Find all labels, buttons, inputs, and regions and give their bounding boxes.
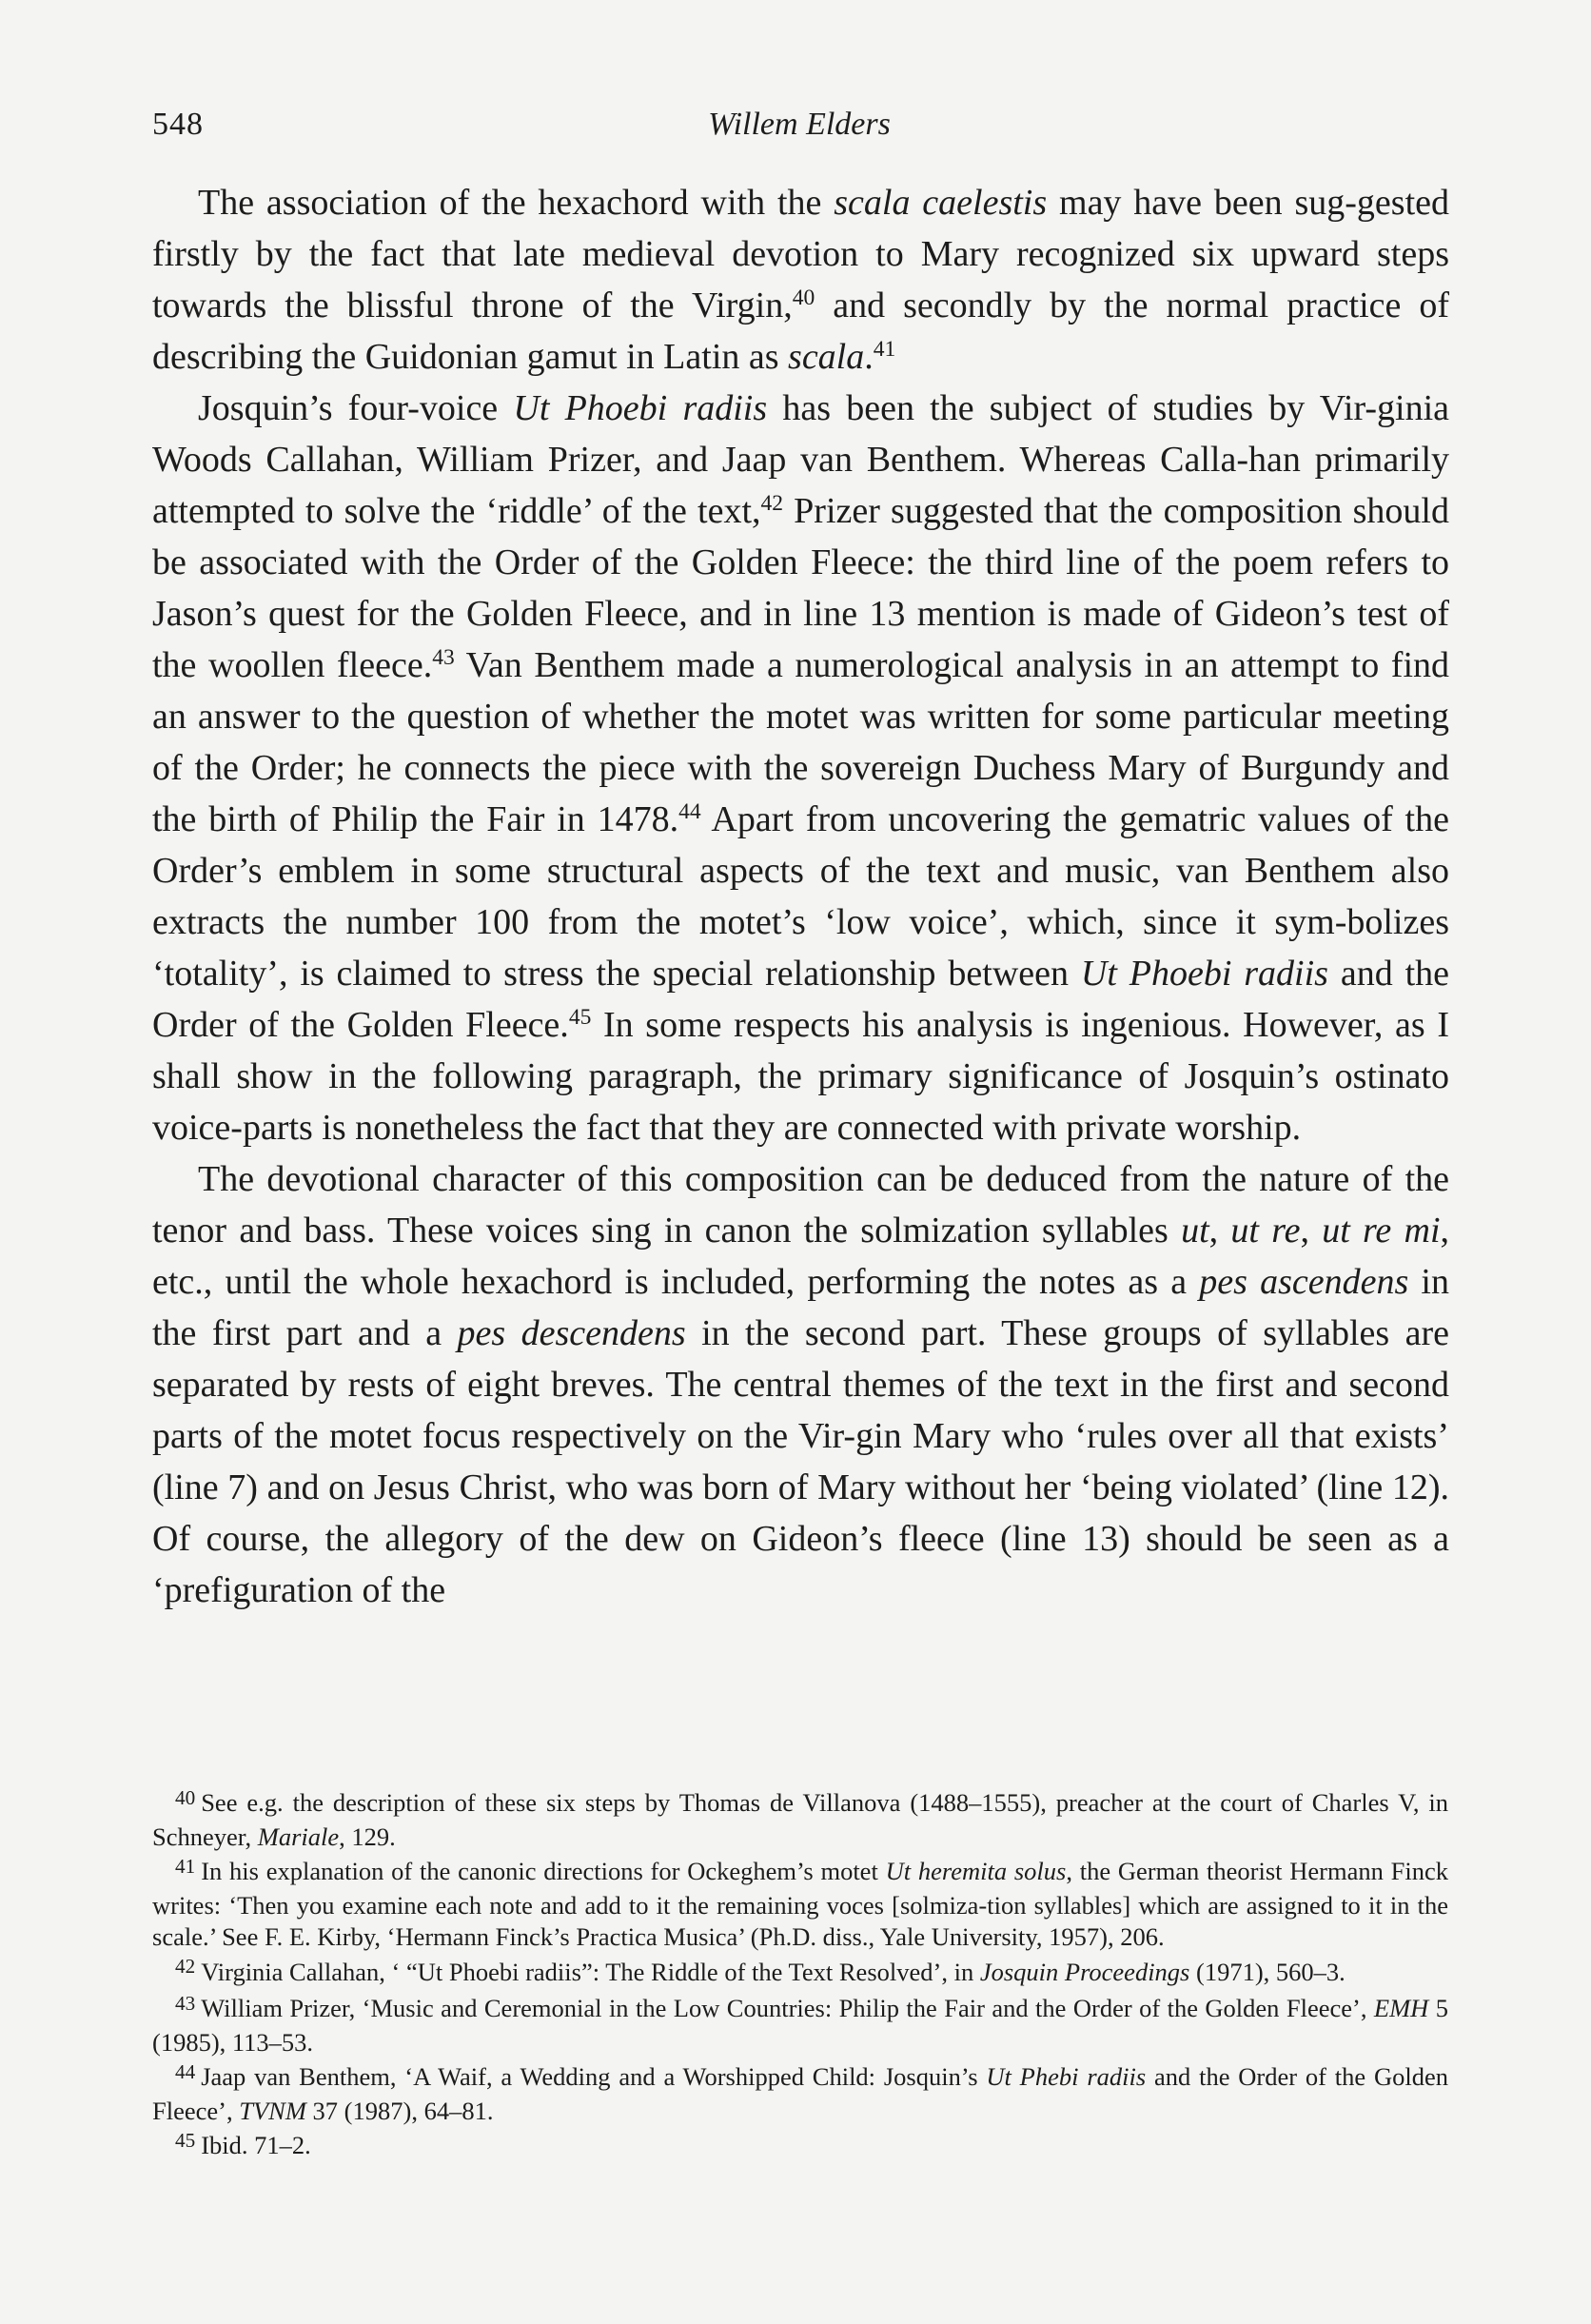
footnote-41 xyxy=(152,1856,1448,1954)
text-run: In his explanation of the canonic directions for Ockeghem’s motet xyxy=(201,1857,886,1885)
italic-term: scala caelestis xyxy=(834,183,1048,223)
italic-title: TVNM xyxy=(239,2096,306,2125)
footnote-ref: 40 xyxy=(792,286,815,311)
text-run: , 129. xyxy=(339,1822,396,1851)
footnote-ref: 43 xyxy=(432,645,455,671)
page-number: 548 xyxy=(152,107,204,142)
text-run: Ibid. 71–2. xyxy=(201,2131,311,2159)
page-header xyxy=(152,107,1446,154)
italic-term: ut xyxy=(1181,1211,1209,1251)
body-text xyxy=(152,177,1449,1616)
text-run: , xyxy=(1208,1211,1231,1251)
footnotes xyxy=(152,1787,1448,2164)
text-run: (1971), 560–3. xyxy=(1189,1957,1345,1986)
text-run: Josquin’s four-voice xyxy=(198,388,514,428)
text-run: , xyxy=(1300,1211,1323,1251)
italic-term: pes descendens xyxy=(457,1313,686,1353)
text-run: 37 (1987), 64–81. xyxy=(305,2096,494,2125)
text-run: in the second part. These groups of syllables are separated by rests of eight breves. The central themes of the text in the first and second parts of the motet focus respectively on the Vir-gin Mary who ‘rules over all that exists’ (line 7) and on Jesus Christ, who was born of Mary without her ‘being violated’ (line 12). Of course, the allegory of the dew on Gideon’s fleece (line 13) should be seen as a ‘prefiguration of the xyxy=(152,1313,1449,1610)
text-run: may have been sug-gested firstly by the fact that late medieval devotion to Mary recognized six upward steps towards the blissful throne of the Virgin, xyxy=(152,183,1449,325)
footnote-number: 40 xyxy=(175,1785,196,1809)
italic-term: ut re mi xyxy=(1322,1211,1441,1251)
footnote-ref: 44 xyxy=(678,799,701,825)
text-run: has been the subject of studies by Vir-ginia Woods Callahan, William Prizer, and Jaap van Benthem. Whereas Calla-han primarily attempted to solve the ‘riddle’ of the text, xyxy=(152,388,1450,531)
footnote-number: 42 xyxy=(175,1955,196,1979)
text-run: Virginia Callahan, ‘ “Ut Phoebi radiis”: The Riddle of the Text Resolved’, in xyxy=(201,1957,980,1986)
footnote-43 xyxy=(152,1993,1448,2058)
italic-title: Ut Phoebi radiis xyxy=(1080,954,1328,994)
italic-title: Ut heremita solus xyxy=(885,1857,1067,1885)
text-run: Jaap van Benthem, ‘A Waif, a Wedding and a Worshipped Child: Josquin’s xyxy=(201,2062,987,2091)
running-head: Willem Elders xyxy=(708,107,891,142)
italic-title: Ut Phoebi radiis xyxy=(513,388,768,428)
text-run: See e.g. the description of these six steps by Thomas de Villanova (1488–1555), preacher at the court of Charles V, in Schneyer, xyxy=(152,1788,1448,1851)
text-run: Van Benthem made a numerological analysis in an attempt to find an answer to the question of whether the motet was written for some particular meeting of the Order; he connects the piece with the sovereign Duchess Mary of Burgundy and the birth of Philip the Fair in 1478. xyxy=(152,645,1449,839)
text-run: and secondly by the normal practice of describing the Guidonian gamut in Latin as xyxy=(152,286,1449,377)
paragraph-1 xyxy=(152,177,1449,383)
paragraph-3 xyxy=(152,1153,1449,1616)
italic-title: EMH xyxy=(1373,1994,1429,2022)
footnote-number: 41 xyxy=(175,1854,196,1878)
footnote-number: 45 xyxy=(175,2128,196,2152)
text-run: The devotional character of this composition can be deduced from the nature of the tenor and bass. These voices sing in canon the solmization syllables xyxy=(152,1159,1449,1251)
text-run: The association of the hexachord with the xyxy=(198,183,835,223)
italic-term: ut re xyxy=(1230,1211,1301,1251)
footnote-number: 44 xyxy=(175,2059,196,2083)
footnote-ref: 45 xyxy=(568,1005,592,1031)
footnote-45 xyxy=(152,2130,1448,2164)
text-run: in the first part and a xyxy=(152,1262,1449,1353)
text-run: . xyxy=(864,337,874,377)
text-run: and the Order of the Golden Fleece’, xyxy=(152,2062,1448,2125)
text-run: and the Order of the Golden Fleece. xyxy=(152,954,1449,1045)
italic-title: Josquin Proceedings xyxy=(979,1957,1190,1986)
footnote-ref: 42 xyxy=(760,491,784,517)
footnote-number: 43 xyxy=(175,1991,196,2015)
text-run: William Prizer, ‘Music and Ceremonial in the Low Countries: Philip the Fair and the Order of the Golden Fleece’, xyxy=(201,1994,1374,2022)
text-run: , the German theorist Hermann Finck writes: ‘Then you examine each note and add to it the remaining voces [solmiza-tion syllables] which are assigned to it in the scale.’ See F. E. Kirby, ‘Hermann Finck’s Practica Musica’ (Ph.D. diss., Yale University, 1957), 206. xyxy=(152,1857,1448,1951)
text-run: , etc., until the whole hexachord is included, performing the notes as a xyxy=(152,1211,1449,1302)
text-run: Apart from uncovering the gematric values of the Order’s emblem in some structural aspects of the text and music, van Benthem also extracts the number 100 from the motet’s ‘low voice’, which, since it sym-bolizes ‘totality’, is claimed to stress the special relationship between xyxy=(152,799,1449,994)
italic-title: Ut Phebi radiis xyxy=(986,2062,1147,2091)
text-run: Prizer suggested that the composition should be associated with the Order of the Golden Fleece: the third line of the poem refers to Jason’s quest for the Golden Fleece, and in line 13 mention is made of Gideon’s test of the woollen fleece. xyxy=(152,491,1449,685)
italic-term: scala xyxy=(788,337,865,377)
paragraph-2 xyxy=(152,383,1449,1153)
footnote-40 xyxy=(152,1787,1448,1853)
footnote-44 xyxy=(152,2061,1448,2127)
italic-title: Mariale xyxy=(257,1822,340,1851)
italic-term: pes ascendens xyxy=(1199,1262,1409,1302)
text-run: 5 (1985), 113–53. xyxy=(152,1994,1448,2057)
footnote-42 xyxy=(152,1957,1448,1991)
footnote-ref: 41 xyxy=(873,337,896,363)
text-run: In some respects his analysis is ingenious. However, as I shall show in the following paragraph, the primary significance of Josquin’s ostinato voice-parts is nonetheless the fact that they are connected with private worship. xyxy=(152,1005,1450,1148)
